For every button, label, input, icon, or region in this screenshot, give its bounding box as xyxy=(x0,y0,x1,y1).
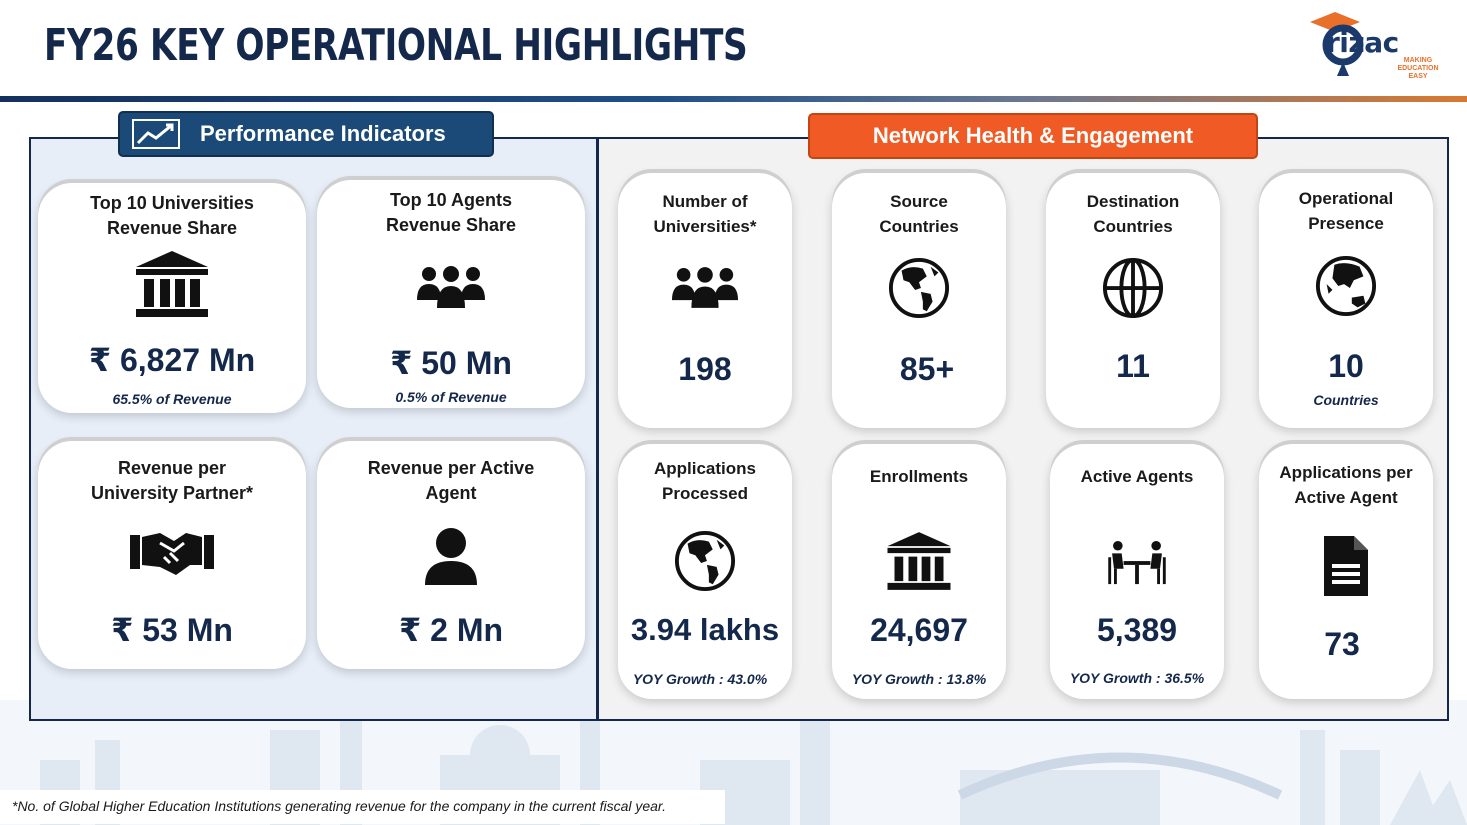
card-applications-processed xyxy=(618,444,792,699)
globe-grid-icon xyxy=(1102,257,1164,319)
card-value: 3.94 lakhs xyxy=(630,612,780,647)
network-health-label: Network Health & Engagement xyxy=(872,123,1194,148)
card-title: Revenue per University Partner* xyxy=(90,458,254,503)
card-value: ₹ 50 Mn xyxy=(390,345,512,381)
people-group-icon xyxy=(416,264,486,309)
card-subtext: YOY Growth : 36.5% xyxy=(1069,670,1205,686)
card-title: Enrollments xyxy=(869,467,969,486)
card-subtext: YOY Growth : 13.8% xyxy=(851,671,987,687)
card-subtext: Countries xyxy=(1313,392,1379,408)
card-title: Source Countries xyxy=(879,192,959,236)
meeting-icon xyxy=(1106,540,1168,586)
network-health-header xyxy=(808,113,1258,159)
card-enrollments xyxy=(832,444,1006,699)
card-subtext: 0.5% of Revenue xyxy=(395,389,507,405)
globe-americas-icon xyxy=(888,257,950,319)
card-revenue-per-university xyxy=(38,441,306,669)
card-destination-countries xyxy=(1046,173,1220,428)
card-number-of-universities xyxy=(618,173,792,428)
handshake-icon xyxy=(130,527,214,577)
logo-tagline: MAKING EDUCATION EASY xyxy=(1397,57,1439,80)
card-title: Revenue per Active Agent xyxy=(367,458,535,503)
card-value: 11 xyxy=(1116,348,1150,384)
card-title: Top 10 Universities Revenue Share xyxy=(90,193,254,238)
card-subtext: 65.5% of Revenue xyxy=(112,391,232,407)
card-source-countries xyxy=(832,173,1006,428)
card-value: 5,389 xyxy=(1096,612,1178,648)
card-value: 24,697 xyxy=(870,612,968,648)
performance-indicators-header xyxy=(118,111,494,157)
card-operational-presence xyxy=(1259,173,1433,428)
card-title: Applications per Active Agent xyxy=(1279,463,1413,507)
card-subtext: YOY Growth : 43.0% xyxy=(632,671,768,687)
user-icon xyxy=(423,527,479,585)
page-title: FY26 KEY OPERATIONAL HIGHLIGHTS xyxy=(44,20,748,71)
logo-wordmark: rizac xyxy=(1326,26,1399,59)
card-active-agents xyxy=(1050,444,1224,699)
card-top-agents-revenue xyxy=(317,180,585,408)
card-value: 198 xyxy=(678,351,732,387)
card-title: Applications Processed xyxy=(653,459,756,503)
card-top-universities-revenue xyxy=(38,183,306,413)
card-title: Active Agents xyxy=(1080,467,1194,486)
card-value: ₹ 6,827 Mn xyxy=(88,342,256,378)
university-icon xyxy=(884,530,954,592)
globe-americas-icon xyxy=(674,530,736,592)
header-divider xyxy=(0,96,1467,102)
footnote: *No. of Global Higher Education Institutions generating revenue for the company in the current fiscal year. xyxy=(0,790,725,824)
card-title: Operational Presence xyxy=(1298,189,1394,233)
card-value: 73 xyxy=(1324,626,1360,662)
card-title: Number of Universities* xyxy=(653,192,757,236)
university-icon xyxy=(132,249,212,319)
card-title: Destination Countries xyxy=(1086,192,1180,236)
card-value: ₹ 2 Mn xyxy=(398,612,504,648)
card-value: 10 xyxy=(1328,348,1364,384)
card-applications-per-agent xyxy=(1259,444,1433,699)
performance-indicators-label: Performance Indicators xyxy=(200,121,446,146)
card-value: ₹ 53 Mn xyxy=(111,612,233,648)
document-icon xyxy=(1322,534,1370,598)
card-value: 85+ xyxy=(899,351,955,387)
card-title: Top 10 Agents Revenue Share xyxy=(385,190,517,235)
people-group-icon xyxy=(671,265,739,309)
globe-asia-icon xyxy=(1315,255,1377,317)
line-chart-icon xyxy=(132,119,180,149)
card-revenue-per-agent xyxy=(317,441,585,669)
